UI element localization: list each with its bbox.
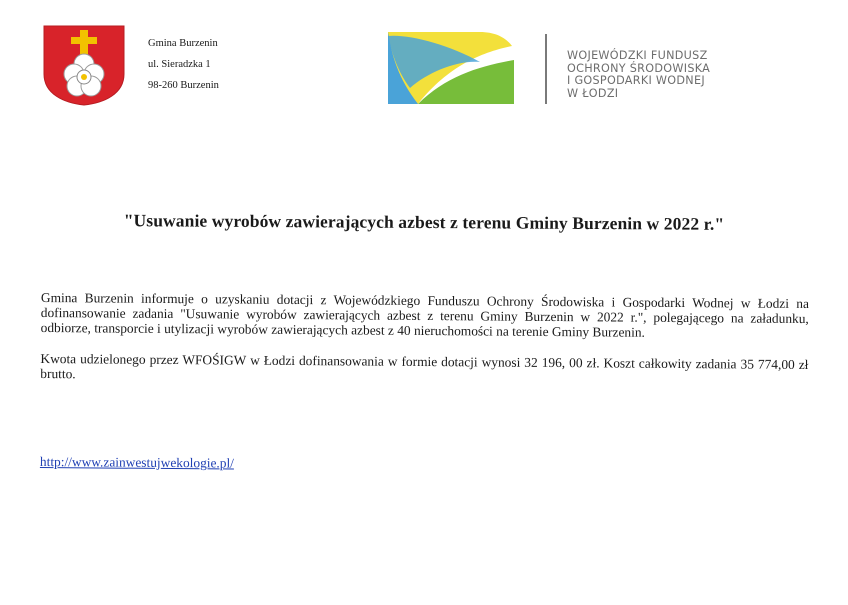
document-body	[40, 290, 809, 402]
fund-name-line: W ŁODZI	[567, 86, 619, 100]
fund-name-line: WOJEWÓDZKI FUNDUSZ	[567, 49, 708, 62]
eco-investment-link[interactable]: http://www.zainwestujwekologie.pl/	[39, 454, 235, 471]
municipality-address	[148, 37, 219, 100]
paragraph-grant-info: Gmina Burzenin informuje o uzyskaniu dotacji z Wojewódzkiego Funduszu Ochrony Środowiska i Gospodarki Wodnej w Łodzi na dofinansowanie zadania "Usuwanie wyrobów zawierających azbest z terenu Gminy Burzenin w 2022 r.", polegającego na załadunku, odbiorze, transporcie i utylizacji wyrobów zawierających azbest z 40 nieruchomości na terenie Gminy Burzenin.	[40, 290, 809, 341]
paragraph-funding-amount: Kwota udzielonego przez WFOŚIGW w Łodzi dofinansowania w formie dotacji wynosi 32 196, 00 zł. Koszt całkowity zadania 35 774,00 zł brutto.	[40, 350, 809, 382]
municipality-name: Gmina Burzenin	[148, 38, 218, 49]
municipality-street: ul. Sieradzka 1	[148, 59, 211, 70]
fund-name-line: OCHRONY ŚRODOWISKA	[567, 61, 711, 75]
fund-name	[567, 50, 710, 100]
wfosigw-logo-icon	[388, 32, 514, 104]
fund-name-line: I GOSPODARKI WODNEJ	[567, 74, 705, 87]
document-title: "Usuwanie wyrobów zawierających azbest z terenu Gminy Burzenin w 2022 r."	[123, 210, 725, 234]
municipality-postal: 98-260 Burzenin	[148, 80, 219, 91]
logo-divider	[545, 34, 547, 104]
burzenin-coat-of-arms-icon	[42, 24, 126, 106]
